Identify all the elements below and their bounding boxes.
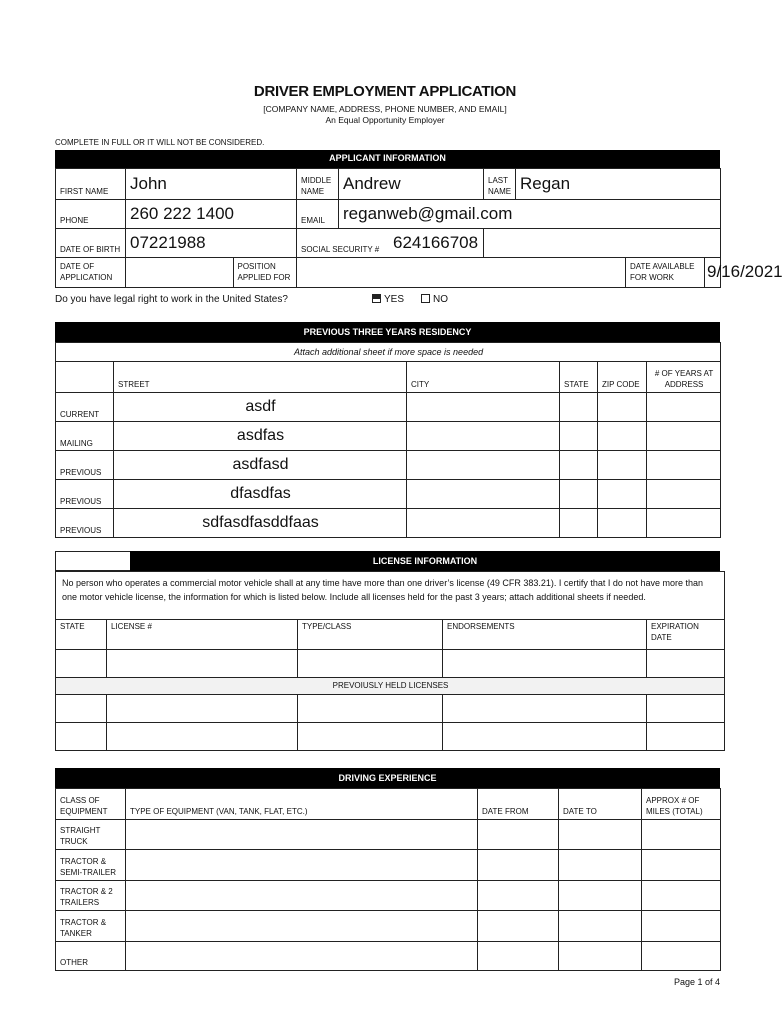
date-to-field[interactable] bbox=[559, 911, 642, 942]
yes-label: YES bbox=[384, 294, 405, 305]
license-number-column-header: LICENSE # bbox=[107, 620, 298, 650]
experience-section-header: DRIVING EXPERIENCE bbox=[55, 768, 720, 788]
state-field[interactable] bbox=[560, 422, 598, 451]
type-equipment-column-header: TYPE OF EQUIPMENT (VAN, TANK, FLAT, ETC.) bbox=[126, 789, 478, 820]
position-label: POSITION APPLIED FOR bbox=[237, 262, 291, 282]
row-label: PREVIOUS bbox=[56, 509, 114, 538]
type-equipment-field[interactable] bbox=[126, 911, 478, 942]
state-field[interactable] bbox=[560, 480, 598, 509]
date-available-label: DATE AVAILABLE FOR WORK bbox=[626, 258, 705, 288]
endorsements-field[interactable] bbox=[443, 650, 647, 678]
phone-label: PHONE bbox=[56, 200, 126, 229]
miles-column-header: APPROX # OF MILES (TOTAL) bbox=[642, 789, 721, 820]
table-row bbox=[56, 723, 725, 751]
dob-field[interactable]: 07221988 bbox=[126, 229, 297, 258]
type-equipment-field[interactable] bbox=[126, 881, 478, 911]
expiration-field[interactable] bbox=[647, 723, 725, 751]
city-field[interactable] bbox=[407, 393, 560, 422]
equipment-class-label: TRACTOR & SEMI-TRAILER bbox=[56, 850, 126, 881]
years-field[interactable] bbox=[647, 393, 721, 422]
date-to-field[interactable] bbox=[559, 942, 642, 971]
zip-field[interactable] bbox=[598, 480, 647, 509]
experience-table bbox=[55, 788, 721, 971]
endorsements-column-header: ENDORSEMENTS bbox=[443, 620, 647, 650]
date-from-field[interactable] bbox=[478, 820, 559, 850]
state-field[interactable] bbox=[560, 451, 598, 480]
license-number-field[interactable] bbox=[107, 723, 298, 751]
license-paragraph: No person who operates a commercial motor vehicle shall at any time have more than one driver’s license (49 CFR 383.21). I certify that I do not have more than one motor vehicle license, the information for which is listed below. Include all licenses held for the past 3 years; attach additional sheets if needed. bbox=[56, 572, 725, 620]
date-application-field[interactable] bbox=[126, 258, 233, 287]
type-equipment-field[interactable] bbox=[126, 820, 478, 850]
city-field[interactable] bbox=[407, 451, 560, 480]
endorsements-field[interactable] bbox=[443, 723, 647, 751]
row-label: CURRENT bbox=[56, 393, 114, 422]
zip-field[interactable] bbox=[598, 509, 647, 538]
license-number-field[interactable] bbox=[107, 695, 298, 723]
miles-field[interactable] bbox=[642, 850, 721, 881]
ssn-cell bbox=[297, 229, 484, 258]
table-row bbox=[56, 480, 721, 509]
expiration-field[interactable] bbox=[647, 650, 725, 678]
residency-section-header: PREVIOUS THREE YEARS RESIDENCY bbox=[55, 322, 720, 342]
date-position-cell bbox=[126, 258, 297, 288]
page-number: Page 1 of 4 bbox=[673, 977, 720, 987]
city-field[interactable] bbox=[407, 422, 560, 451]
table-row bbox=[56, 820, 721, 850]
company-placeholder: [COMPANY NAME, ADDRESS, PHONE NUMBER, AND EMAIL] bbox=[263, 104, 507, 114]
class-column-header: CLASS OF EQUIPMENT bbox=[56, 789, 126, 820]
state-column-header: STATE bbox=[56, 620, 107, 650]
date-from-field[interactable] bbox=[478, 881, 559, 911]
date-from-field[interactable] bbox=[478, 911, 559, 942]
date-to-column-header: DATE TO bbox=[559, 789, 642, 820]
residency-corner bbox=[56, 362, 114, 393]
applicant-section-header: APPLICANT INFORMATION bbox=[55, 150, 720, 168]
expiration-field[interactable] bbox=[647, 695, 725, 723]
residency-note: Attach additional sheet if more space is needed bbox=[56, 343, 721, 362]
zip-field[interactable] bbox=[598, 422, 647, 451]
date-to-field[interactable] bbox=[559, 881, 642, 911]
street-field[interactable]: sdfasdfasddfaas bbox=[114, 509, 407, 538]
row-label: PREVIOUS bbox=[56, 451, 114, 480]
table-row bbox=[56, 393, 721, 422]
license-state-field[interactable] bbox=[56, 723, 107, 751]
equipment-class-label: TRACTOR & 2 TRAILERS bbox=[56, 881, 126, 911]
date-available-field[interactable]: 9/16/2021 bbox=[705, 258, 721, 288]
street-field[interactable]: asdfas bbox=[114, 422, 407, 451]
table-row bbox=[56, 942, 721, 971]
type-class-field[interactable] bbox=[298, 650, 443, 678]
city-field[interactable] bbox=[407, 480, 560, 509]
first-name-field[interactable]: John bbox=[126, 169, 297, 200]
city-column-header: CITY bbox=[407, 362, 560, 393]
row-label: MAILING bbox=[56, 422, 114, 451]
type-class-column-header: TYPE/CLASS bbox=[298, 620, 443, 650]
legal-right-question: Do you have legal right to work in the United States? bbox=[55, 294, 288, 305]
table-row bbox=[56, 695, 725, 723]
middle-name-field[interactable]: Andrew bbox=[339, 169, 484, 200]
table-row bbox=[56, 911, 721, 942]
table-row bbox=[56, 509, 721, 538]
residency-table bbox=[55, 342, 721, 538]
street-column-header: STREET bbox=[114, 362, 407, 393]
middle-name-label: MIDDLE NAME bbox=[297, 169, 339, 200]
zip-field[interactable] bbox=[598, 451, 647, 480]
state-field[interactable] bbox=[560, 509, 598, 538]
zip-field[interactable] bbox=[598, 393, 647, 422]
dob-label: DATE OF BIRTH bbox=[56, 229, 126, 258]
row-label: PREVIOUS bbox=[56, 480, 114, 509]
street-field[interactable]: dfasdfas bbox=[114, 480, 407, 509]
no-checkbox[interactable] bbox=[421, 294, 430, 303]
miles-field[interactable] bbox=[642, 881, 721, 911]
state-column-header: STATE bbox=[560, 362, 598, 393]
legal-no-option[interactable] bbox=[421, 294, 448, 305]
equipment-class-label: OTHER bbox=[56, 942, 126, 971]
miles-field[interactable] bbox=[642, 820, 721, 850]
date-to-field[interactable] bbox=[559, 820, 642, 850]
street-field[interactable]: asdfasd bbox=[114, 451, 407, 480]
miles-field[interactable] bbox=[642, 911, 721, 942]
position-field[interactable] bbox=[297, 258, 626, 288]
type-class-field[interactable] bbox=[298, 723, 443, 751]
type-class-field[interactable] bbox=[298, 695, 443, 723]
city-field[interactable] bbox=[407, 509, 560, 538]
date-from-column-header: DATE FROM bbox=[478, 789, 559, 820]
table-row bbox=[56, 451, 721, 480]
table-row bbox=[56, 422, 721, 451]
license-state-field[interactable] bbox=[56, 695, 107, 723]
ssn-label: SOCIAL SECURITY # bbox=[301, 245, 380, 254]
equipment-class-label: STRAIGHT TRUCK bbox=[56, 820, 126, 850]
last-name-label: LAST NAME bbox=[484, 169, 516, 200]
equipment-class-label: TRACTOR & TANKER bbox=[56, 911, 126, 942]
ssn-extra bbox=[484, 229, 721, 258]
license-state-field[interactable] bbox=[56, 650, 107, 678]
complete-note: COMPLETE IN FULL OR IT WILL NOT BE CONSIDERED. bbox=[55, 138, 265, 147]
phone-field[interactable]: 260 222 1400 bbox=[126, 200, 297, 229]
expiration-column-header: EXPIRATION DATE bbox=[647, 620, 725, 650]
years-field[interactable] bbox=[647, 509, 721, 538]
date-from-field[interactable] bbox=[478, 850, 559, 881]
applicant-table bbox=[55, 168, 783, 288]
email-label: EMAIL bbox=[297, 200, 339, 229]
years-field[interactable] bbox=[647, 422, 721, 451]
previously-held-header: PREVOIUSLY HELD LICENSES bbox=[56, 678, 725, 695]
document-title: DRIVER EMPLOYMENT APPLICATION bbox=[253, 83, 517, 100]
table-row bbox=[56, 850, 721, 881]
state-field[interactable] bbox=[560, 393, 598, 422]
date-to-field[interactable] bbox=[559, 850, 642, 881]
type-equipment-field[interactable] bbox=[126, 942, 478, 971]
endorsements-field[interactable] bbox=[443, 695, 647, 723]
no-label: NO bbox=[433, 294, 448, 305]
license-section-header: LICENSE INFORMATION bbox=[130, 551, 720, 571]
eoe-statement: An Equal Opportunity Employer bbox=[325, 115, 445, 125]
date-application-label: DATE OF APPLICATION bbox=[56, 258, 126, 288]
table-row bbox=[56, 881, 721, 911]
ssn-field[interactable]: 624166708 bbox=[393, 233, 479, 252]
type-equipment-field[interactable] bbox=[126, 850, 478, 881]
years-column-header: # OF YEARS AT ADDRESS bbox=[647, 362, 721, 393]
last-name-field[interactable]: Regan bbox=[516, 169, 721, 200]
license-table bbox=[55, 571, 725, 751]
date-from-field[interactable] bbox=[478, 942, 559, 971]
yes-checkbox[interactable] bbox=[372, 294, 381, 303]
years-field[interactable] bbox=[647, 480, 721, 509]
email-field[interactable]: reganweb@gmail.com bbox=[339, 200, 721, 229]
first-name-label: FIRST NAME bbox=[56, 169, 126, 200]
years-field[interactable] bbox=[647, 451, 721, 480]
zip-column-header: ZIP CODE bbox=[598, 362, 647, 393]
street-field[interactable]: asdf bbox=[114, 393, 407, 422]
legal-yes-option[interactable] bbox=[372, 294, 404, 305]
license-number-field[interactable] bbox=[107, 650, 298, 678]
miles-field[interactable] bbox=[642, 942, 721, 971]
license-header-spacer bbox=[55, 551, 130, 571]
table-row bbox=[56, 650, 725, 678]
